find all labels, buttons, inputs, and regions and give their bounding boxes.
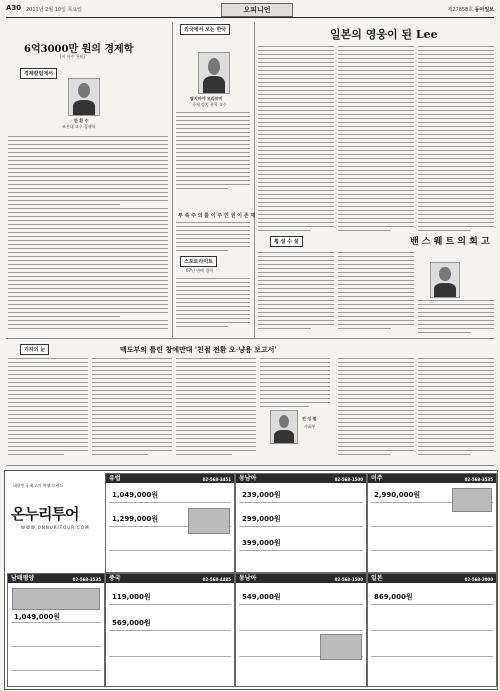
bottom-body-col3	[176, 358, 256, 458]
middle-article-body-2	[176, 222, 250, 254]
ad-price: 1,299,000원	[112, 515, 159, 523]
ad-block-label: 동남아	[239, 575, 257, 582]
ad-block-southeast-asia	[235, 473, 367, 573]
ad-price: 239,000원	[242, 491, 281, 499]
ad-block-label: 미주	[371, 475, 383, 482]
ad-price: 2,990,000원	[374, 491, 421, 499]
bottom-body-col4	[260, 358, 330, 410]
issue-number: 제27858호 동아일보	[447, 7, 494, 13]
right-mid-photo	[430, 262, 460, 298]
travel-advertisement	[4, 470, 498, 690]
ad-price: 869,000원	[374, 593, 413, 601]
bottom-body-col5	[338, 358, 414, 458]
ad-block-phone: 02-568-4485	[202, 577, 231, 582]
ad-price: 1,049,000원	[14, 613, 61, 621]
spotlight-body	[176, 278, 250, 330]
row-rule	[6, 338, 494, 339]
reporter-photo	[270, 410, 298, 444]
section-title: 오피니언	[221, 3, 293, 17]
middle-subhead: 부 족 주 의 를 이 주 인 권 이 존 재	[178, 213, 256, 219]
spotlight-subtitle: 67년 만에 경력	[186, 268, 213, 273]
masthead-logo: 동아일보	[474, 7, 494, 13]
page-number: A30	[6, 4, 22, 12]
right-mid-title: 밴 스 웨 트 의 회 고	[410, 237, 490, 247]
column-rule	[172, 22, 173, 337]
ad-block-phone: 02-568-3535	[464, 477, 493, 482]
page-header	[6, 3, 494, 18]
spotlight-tag: 스포트라이트	[180, 256, 217, 267]
left-article-title: 6억3000만 원의 경제학	[24, 44, 134, 55]
right-article-body-col2	[338, 46, 414, 234]
columnist-title: 국제 정치 유학 교수	[192, 102, 227, 107]
ad-block-southeast-asia-2	[235, 573, 367, 687]
ad-price: 399,000원	[242, 539, 281, 547]
ad-price: 1,049,000원	[112, 491, 159, 499]
ad-block-phone: 02-568-2000	[464, 577, 493, 582]
right-mid-tag: 횡 설 수 설	[270, 236, 303, 247]
ad-block-south-pacific	[7, 573, 105, 687]
ad-block-phone: 02-568-1500	[334, 577, 363, 582]
ad-block-label: 동남아	[239, 475, 257, 482]
ad-brand-tagline: 대한민국 최고의 여행 브랜드	[13, 483, 64, 488]
reporter-desk: 사회부	[304, 424, 316, 429]
ad-block-label: 일본	[371, 575, 383, 582]
bottom-body-col1	[8, 358, 88, 458]
right-article-title: 일본의 영웅이 된 Lee	[330, 28, 438, 41]
right-article-body-col3	[418, 46, 494, 234]
ad-photo	[320, 634, 362, 660]
reporter-eye-tag: 기자의 눈	[20, 344, 49, 355]
columnist-name: 탐지마야 모리뷰미	[190, 96, 223, 101]
author-name: 한 환 수	[74, 118, 89, 123]
row-rule	[6, 465, 494, 466]
ad-block-europe	[105, 473, 235, 573]
issue-date: 2011년 2월 10일 목요일	[26, 7, 83, 13]
reporter-name: 전 성 철	[302, 416, 317, 421]
left-article-body	[8, 136, 168, 332]
ad-block-phone: 02-568-1500	[334, 477, 363, 482]
ad-block-phone: 02-568-3451	[202, 477, 231, 482]
right-mid-body-col1	[258, 252, 334, 332]
ad-block-label: 유럽	[109, 475, 121, 482]
right-mid-body-col3	[418, 300, 494, 336]
ad-price: 569,000원	[112, 619, 151, 627]
ad-brand-url: WWW.ONNURITOUR.COM	[21, 525, 90, 530]
right-mid-body-col2	[338, 252, 414, 332]
ad-block-japan	[367, 573, 497, 687]
ad-photo	[452, 488, 492, 512]
bottom-body-col2	[92, 358, 172, 458]
right-article-body-col1	[258, 46, 334, 234]
author-title: 조선대 교수·경제학	[62, 124, 96, 129]
middle-article-body	[176, 112, 250, 192]
ad-block-label: 남태평양	[11, 575, 35, 582]
ad-brand-box	[7, 473, 103, 569]
ad-block-label: 중국	[109, 575, 121, 582]
bottom-article-title: 맥도부의 틀린 창에만대 '친절 전환 오·냥용 보고서'	[120, 345, 277, 354]
ad-photo	[12, 588, 100, 610]
ad-block-china	[105, 573, 235, 687]
ad-photo	[188, 508, 230, 534]
left-article-subtitle: [이 아주 천원]	[60, 54, 85, 59]
left-column-tag: 경제칼럼에서	[20, 68, 57, 79]
author-photo	[68, 78, 100, 116]
bottom-body-col6	[418, 358, 494, 458]
ad-block-phone: 02-568-3535	[72, 577, 101, 582]
column-rule	[254, 22, 255, 337]
columnist-photo	[198, 52, 230, 94]
ad-brand-logo: 온누리투어	[11, 505, 79, 523]
ad-price: 549,000원	[242, 593, 281, 601]
ad-price: 299,000원	[242, 515, 281, 523]
ad-block-americas	[367, 473, 497, 573]
ad-price: 119,000원	[112, 593, 151, 601]
middle-column-tag: 외국에서 보는 한국	[180, 24, 230, 35]
